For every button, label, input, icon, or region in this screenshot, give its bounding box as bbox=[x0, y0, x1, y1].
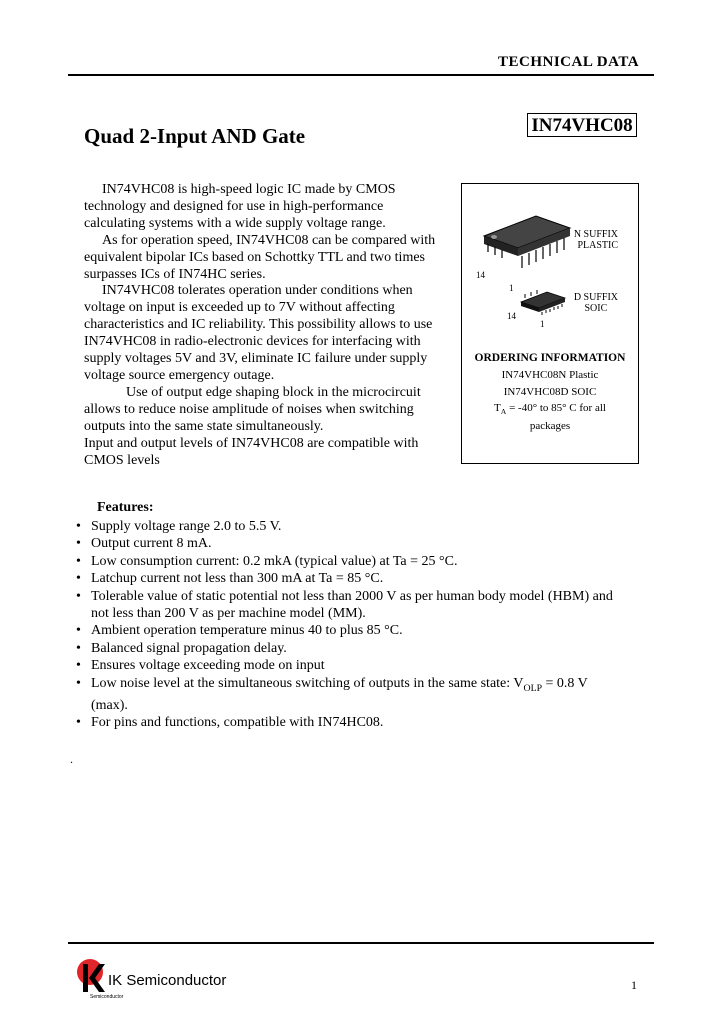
soic-suffix: D SUFFIX bbox=[573, 292, 618, 303]
footer-rule bbox=[68, 942, 654, 944]
page-number: 1 bbox=[631, 978, 637, 992]
bullet: • bbox=[76, 536, 81, 552]
bullet: • bbox=[76, 658, 81, 674]
bullet: • bbox=[76, 623, 81, 639]
dip-type: PLASTIC bbox=[577, 240, 618, 251]
feature-text: Low noise level at the simultaneous switching of outputs in the same state: V bbox=[91, 675, 524, 691]
feature-item bbox=[74, 657, 614, 674]
bullet: • bbox=[76, 640, 81, 656]
soic-type: SOIC bbox=[584, 303, 608, 314]
stray-mark: . bbox=[70, 752, 73, 766]
intro-paragraph: Input and output levels of IN74VHC08 are compatible with CMOS levels bbox=[84, 435, 419, 468]
feature-text: Tolerable value of static potential not less than 2000 V as per human body model (HBM) and not less than 200 V as per machine model (MM). bbox=[91, 588, 613, 622]
features-list bbox=[74, 518, 614, 732]
temp-symbol: T bbox=[494, 402, 501, 414]
ordering-temperature-cont: packages bbox=[529, 420, 571, 433]
page-title: Quad 2-Input AND Gate bbox=[84, 124, 306, 148]
logo-subtext: Semiconductor bbox=[90, 994, 124, 1000]
document-header-title: TECHNICAL DATA bbox=[498, 54, 640, 70]
intro-text bbox=[84, 182, 439, 469]
soic-pin-first: 14 bbox=[507, 311, 516, 321]
soic-pin-last: 1 bbox=[540, 319, 545, 329]
bullet: • bbox=[76, 519, 81, 534]
intro-paragraph: IN74VHC08 is high-speed logic IC made by CMOS technology and designed for use in high-performance calculating systems with a wide supply voltage range. bbox=[84, 182, 396, 231]
feature-text: Supply voltage range 2.0 to 5.5 V. bbox=[91, 519, 282, 534]
feature-text: Latchup current not less than 300 mA at Ta = 85 °C. bbox=[91, 571, 384, 587]
soic-package-icon bbox=[517, 288, 569, 318]
features-heading: Features: bbox=[97, 500, 154, 515]
dip-pin-first: 14 bbox=[476, 270, 485, 280]
intro-paragraph: IN74VHC08 tolerates operation under conditions when voltage on input is exceeded up to 7V without affecting characteristics and IC reliability. This possibility allows to use IN74VHC08 in radio-electronic devices for interfacing with supply voltages 5V and 3V, eliminate IC failure under supply voltage source emergency outage. bbox=[84, 283, 433, 383]
feature-text: Low consumption current: 0.2 mkA (typical value) at Ta = 25 °C. bbox=[91, 553, 458, 569]
feature-item bbox=[74, 518, 614, 535]
company-name: IK Semiconductor bbox=[108, 972, 227, 989]
feature-item bbox=[74, 675, 614, 715]
feature-item bbox=[74, 570, 614, 587]
feature-item bbox=[74, 535, 614, 552]
feature-text: For pins and functions, compatible with IN74HC08. bbox=[91, 715, 384, 731]
feature-text: Ambient operation temperature minus 40 to plus 85 °C. bbox=[91, 623, 403, 639]
bullet: • bbox=[76, 571, 81, 587]
header-rule bbox=[68, 74, 654, 76]
dip-suffix: N SUFFIX bbox=[573, 229, 618, 240]
feature-item bbox=[74, 714, 614, 731]
bullet: • bbox=[76, 715, 81, 731]
intro-paragraph: As for operation speed, IN74VHC08 can be compared with equivalent bipolar ICs based on Schottky TTL and two times surpasses ICs of IN74HC series. bbox=[84, 232, 436, 282]
temp-subscript: A bbox=[500, 407, 507, 417]
ik-logo-icon bbox=[74, 958, 106, 994]
bullet: • bbox=[76, 675, 81, 691]
feature-item bbox=[74, 553, 614, 570]
ordering-item-soic: IN74VHC08D SOIC bbox=[503, 386, 597, 398]
ordering-item-plastic: IN74VHC08N Plastic bbox=[501, 369, 599, 381]
intro-paragraph: Use of output edge shaping block in the microcircuit allows to reduce noise amplitude of noises when switching outputs into the same state simultaneously. bbox=[84, 384, 421, 434]
bullet: • bbox=[76, 553, 81, 569]
ordering-temperature bbox=[461, 401, 639, 419]
dip-suffix-label bbox=[574, 229, 618, 251]
bullet: • bbox=[76, 588, 81, 604]
part-number-box: IN74VHC08 bbox=[527, 113, 637, 137]
ordering-information bbox=[461, 350, 639, 433]
noise-tail: = 0.8 V (max). bbox=[91, 675, 588, 713]
noise-subscript: OLP bbox=[523, 682, 543, 694]
dip-pin-last: 1 bbox=[509, 283, 514, 293]
temp-range: = -40° to 85° C for all bbox=[506, 402, 606, 414]
soic-suffix-label bbox=[574, 292, 618, 314]
ordering-heading: ORDERING INFORMATION bbox=[474, 352, 626, 364]
feature-text: Ensures voltage exceeding mode on input bbox=[91, 658, 325, 674]
feature-text: Balanced signal propagation delay. bbox=[91, 640, 287, 656]
feature-text: Output current 8 mA. bbox=[91, 536, 212, 552]
feature-item bbox=[74, 640, 614, 657]
feature-item bbox=[74, 622, 614, 639]
dip-package-icon bbox=[478, 210, 578, 274]
feature-item bbox=[74, 588, 614, 623]
